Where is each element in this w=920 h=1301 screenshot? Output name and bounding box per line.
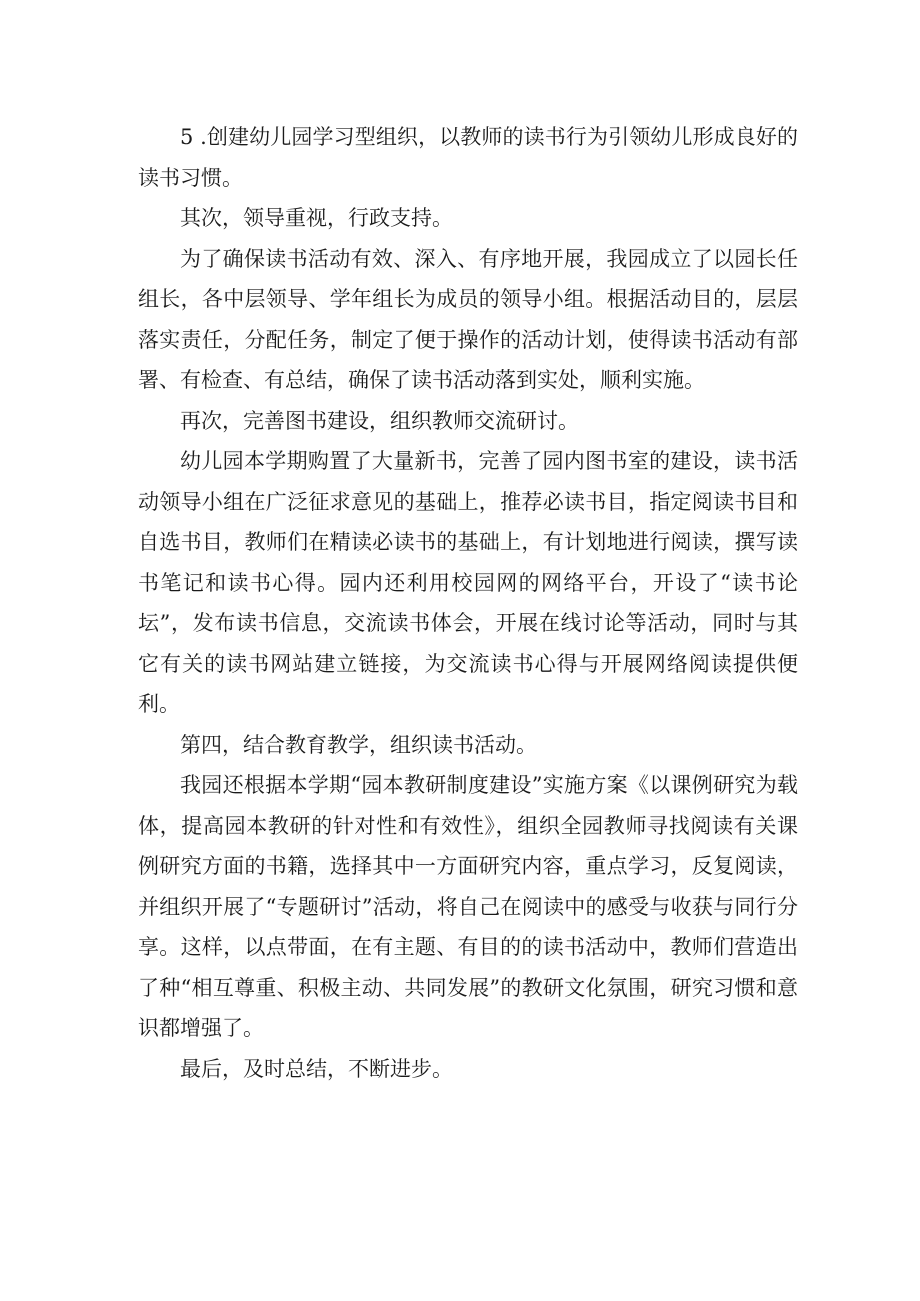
paragraph-library-books: 幼儿园本学期购置了大量新书，完善了园内图书室的建设，读书活动领导小组在广泛征求意见的基础上，推荐必读书目，指定阅读书目和自选书目，教师们在精读必读书的基础上，有计划地进行阅读，撰写读书笔记和读书心得。园内还利用校园网的网络平台，开设了“读书论坛”，发布读书信息，交流读书体会，开展在线讨论等活动，同时与其它有关的读书网站建立链接，为交流读书心得与开展网络阅读提供便利。 <box>138 449 798 716</box>
paragraph-heading-summary: 最后，及时总结，不断进步。 <box>180 1056 453 1081</box>
paragraph-learning-organization: 5 .创建幼儿园学习型组织，以教师的读书行为引领幼儿形成良好的读书习惯。 <box>138 125 798 190</box>
paragraph-heading-teaching: 第四，结合教育教学，组织读书活动。 <box>180 732 537 757</box>
paragraph-heading-library: 再次，完善图书建设，组织教师交流研讨。 <box>180 408 579 433</box>
paragraph-heading-leadership: 其次，领导重视，行政支持。 <box>180 206 453 230</box>
paragraph-leadership-group: 为了确保读书活动有效、深入、有序地开展，我园成立了以园长任组长，各中层领导、学年组长为成员的领导小组。根据活动目的，层层落实责任，分配任务，制定了便于操作的活动计划，使得读书活动有部署、有检查、有总结，确保了读书活动落到实处，顺利实施。 <box>138 246 798 392</box>
document-body <box>138 117 798 1089</box>
paragraph-case-study: 我园还根据本学期“园本教研制度建设”实施方案《以课例研究为载体，提高园本教研的针对性和有效性》，组织全园教师寻找阅读有关课例研究方面的书籍，选择其中一方面研究内容，重点学习，反复阅读，并组织开展了“专题研讨”活动，将自己在阅读中的感受与收获与同行分享。这样，以点带面，在有主题、有目的的读书活动中，教师们营造出了种“相互尊重、积极主动、共同发展”的教研文化氛围，研究习惯和意识都增强了。 <box>138 773 798 1040</box>
